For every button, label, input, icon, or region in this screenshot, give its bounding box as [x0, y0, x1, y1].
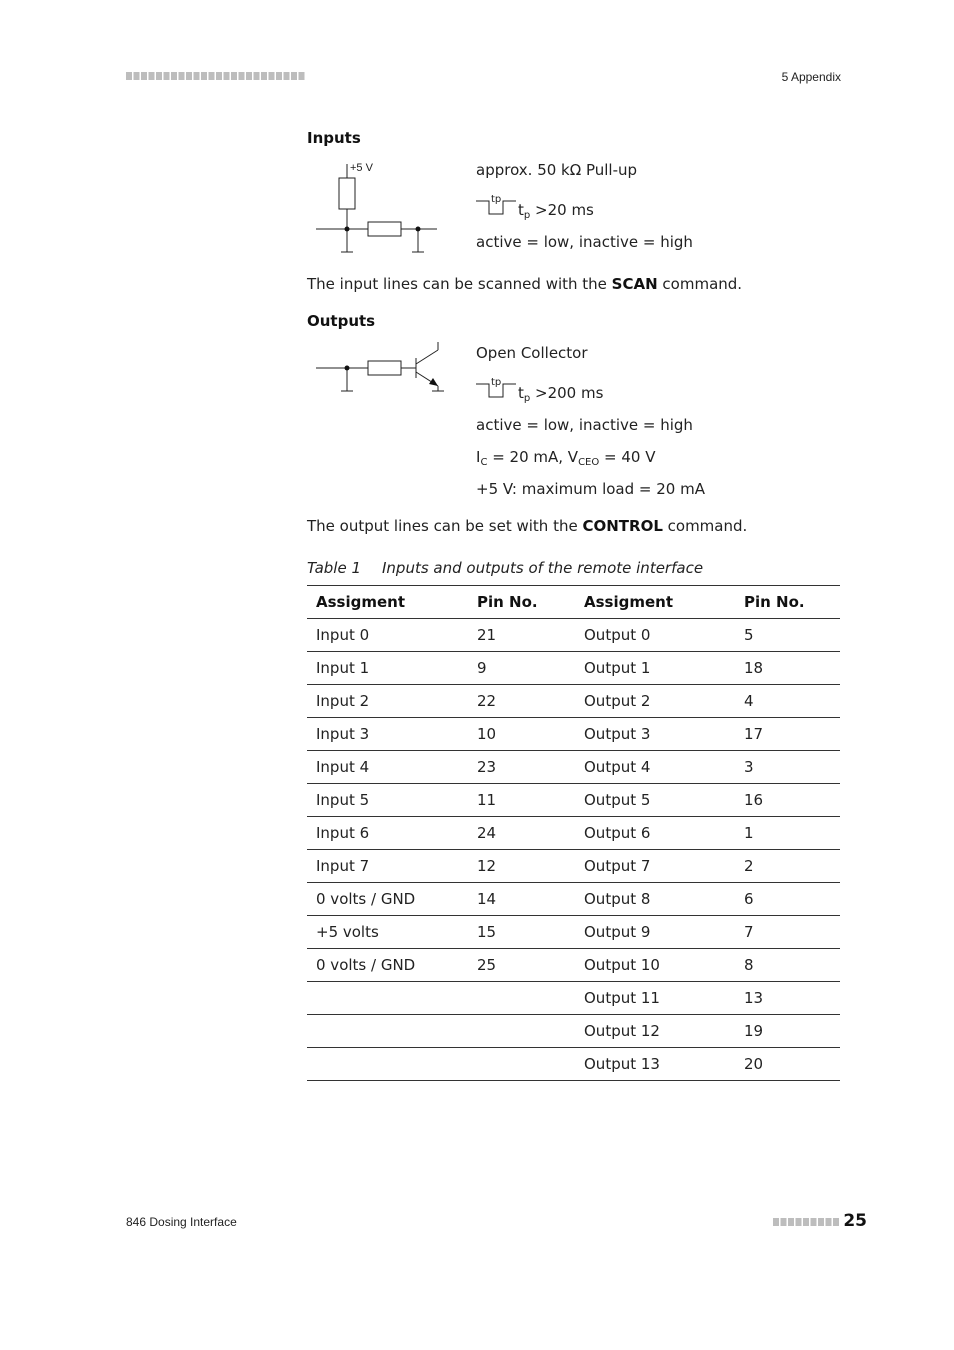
pulse-symbol: t	[518, 384, 524, 402]
table-row	[307, 718, 840, 751]
table-cell: 2	[735, 850, 840, 883]
table-cell: 6	[735, 883, 840, 916]
table-cell: +5 volts	[307, 916, 468, 949]
table-cell: 21	[468, 619, 575, 652]
table-cell: 7	[735, 916, 840, 949]
table-cell: Output 10	[575, 949, 735, 982]
output-type-spec: Open Collector	[476, 344, 588, 362]
table-cell: 16	[735, 784, 840, 817]
pulse-symbol: t	[518, 201, 524, 219]
table-row	[307, 619, 840, 652]
table-cell: 11	[468, 784, 575, 817]
table-cell: Output 5	[575, 784, 735, 817]
inputs-heading: Inputs	[307, 129, 361, 147]
supply-voltage-label: +5 V	[350, 162, 373, 174]
table-cell: Output 11	[575, 982, 735, 1015]
table-cell: 17	[735, 718, 840, 751]
input-pullup-spec: approx. 50 kΩ Pull-up	[476, 161, 638, 179]
current-subscript: C	[480, 457, 488, 468]
scan-command: SCAN	[611, 275, 658, 293]
output-pulse-spec	[518, 384, 603, 402]
column-header: Assigment	[575, 586, 735, 619]
pulse-label: tp	[491, 377, 502, 388]
column-header: Pin No.	[468, 586, 575, 619]
pulse-value: >200 ms	[530, 384, 604, 402]
table-cell: 24	[468, 817, 575, 850]
table-cell: 1	[735, 817, 840, 850]
table-caption-text: Inputs and outputs of the remote interface	[382, 559, 704, 577]
voltage-subscript: CEO	[578, 457, 600, 468]
table-cell: 4	[735, 685, 840, 718]
table-cell: 12	[468, 850, 575, 883]
current-symbol: I	[476, 448, 481, 466]
table-caption	[307, 559, 703, 577]
output-note	[307, 517, 747, 535]
table-cell: 14	[468, 883, 575, 916]
table-cell: 20	[735, 1048, 840, 1081]
table-row	[307, 652, 840, 685]
table-row	[307, 784, 840, 817]
table-row	[307, 949, 840, 982]
footer-decoration	[773, 1218, 839, 1226]
table-cell	[307, 982, 468, 1015]
table-cell	[468, 1015, 575, 1048]
voltage-value: = 40 V	[599, 448, 656, 466]
table-row	[307, 751, 840, 784]
table-cell: 9	[468, 652, 575, 685]
table-cell: Input 6	[307, 817, 468, 850]
output-note-suffix: command.	[662, 517, 748, 535]
input-pulse-spec	[518, 201, 594, 219]
output-load-spec: +5 V: maximum load = 20 mA	[476, 480, 705, 498]
table-cell: 3	[735, 751, 840, 784]
table-cell: 5	[735, 619, 840, 652]
table-cell: 22	[468, 685, 575, 718]
input-pulse-icon	[476, 192, 520, 218]
pulse-label: tp	[491, 194, 502, 205]
input-active-spec: active = low, inactive = high	[476, 233, 693, 251]
pulse-value: >20 ms	[530, 201, 594, 219]
document-title: 846 Dosing Interface	[126, 1215, 237, 1229]
table-row	[307, 685, 840, 718]
table-row	[307, 982, 840, 1015]
table-cell: 19	[735, 1015, 840, 1048]
output-circuit-diagram	[312, 340, 452, 400]
table-cell: Input 5	[307, 784, 468, 817]
header-decoration	[126, 72, 306, 80]
table-cell: 10	[468, 718, 575, 751]
table-cell: 8	[735, 949, 840, 982]
table-cell: Input 0	[307, 619, 468, 652]
table-cell: 23	[468, 751, 575, 784]
table-row	[307, 916, 840, 949]
table-cell: 15	[468, 916, 575, 949]
pin-assignment-table	[307, 585, 840, 1081]
table-cell: Input 3	[307, 718, 468, 751]
table-cell: 25	[468, 949, 575, 982]
table-cell: Input 4	[307, 751, 468, 784]
table-cell	[468, 982, 575, 1015]
table-cell: Output 9	[575, 916, 735, 949]
output-note-text: The output lines can be set with the	[307, 517, 583, 535]
outputs-heading: Outputs	[307, 312, 376, 330]
page-number: 25	[843, 1211, 867, 1231]
table-cell: Output 0	[575, 619, 735, 652]
table-cell	[307, 1048, 468, 1081]
table-row	[307, 883, 840, 916]
table-cell: 18	[735, 652, 840, 685]
table-row	[307, 850, 840, 883]
column-header: Assigment	[307, 586, 468, 619]
table-cell: Input 1	[307, 652, 468, 685]
pulse-subscript: p	[523, 393, 531, 404]
input-circuit-diagram	[312, 158, 442, 258]
table-cell: Output 2	[575, 685, 735, 718]
table-cell: Output 6	[575, 817, 735, 850]
control-command: CONTROL	[582, 517, 663, 535]
table-caption-label: Table 1	[307, 559, 362, 577]
table-cell: Output 3	[575, 718, 735, 751]
output-active-spec: active = low, inactive = high	[476, 416, 693, 434]
table-cell: Input 7	[307, 850, 468, 883]
input-note	[307, 275, 742, 293]
table-header-row	[307, 586, 840, 619]
table-row	[307, 1048, 840, 1081]
column-header: Pin No.	[735, 586, 840, 619]
table-cell: Output 4	[575, 751, 735, 784]
input-note-text: The input lines can be scanned with the	[307, 275, 612, 293]
table-cell	[468, 1048, 575, 1081]
table-cell: Output 8	[575, 883, 735, 916]
table-row	[307, 1015, 840, 1048]
current-value: = 20 mA, V	[487, 448, 579, 466]
table-cell: 13	[735, 982, 840, 1015]
table-cell: Output 13	[575, 1048, 735, 1081]
output-current-voltage-spec	[476, 448, 655, 466]
table-row	[307, 817, 840, 850]
input-note-suffix: command.	[657, 275, 743, 293]
table-cell: Output 1	[575, 652, 735, 685]
table-cell: 0 volts / GND	[307, 949, 468, 982]
table-cell: Output 12	[575, 1015, 735, 1048]
pulse-subscript: p	[523, 210, 531, 221]
output-pulse-icon	[476, 375, 520, 401]
section-title: 5 Appendix	[781, 70, 841, 84]
table-cell: Input 2	[307, 685, 468, 718]
table-cell	[307, 1015, 468, 1048]
table-cell: 0 volts / GND	[307, 883, 468, 916]
table-cell: Output 7	[575, 850, 735, 883]
